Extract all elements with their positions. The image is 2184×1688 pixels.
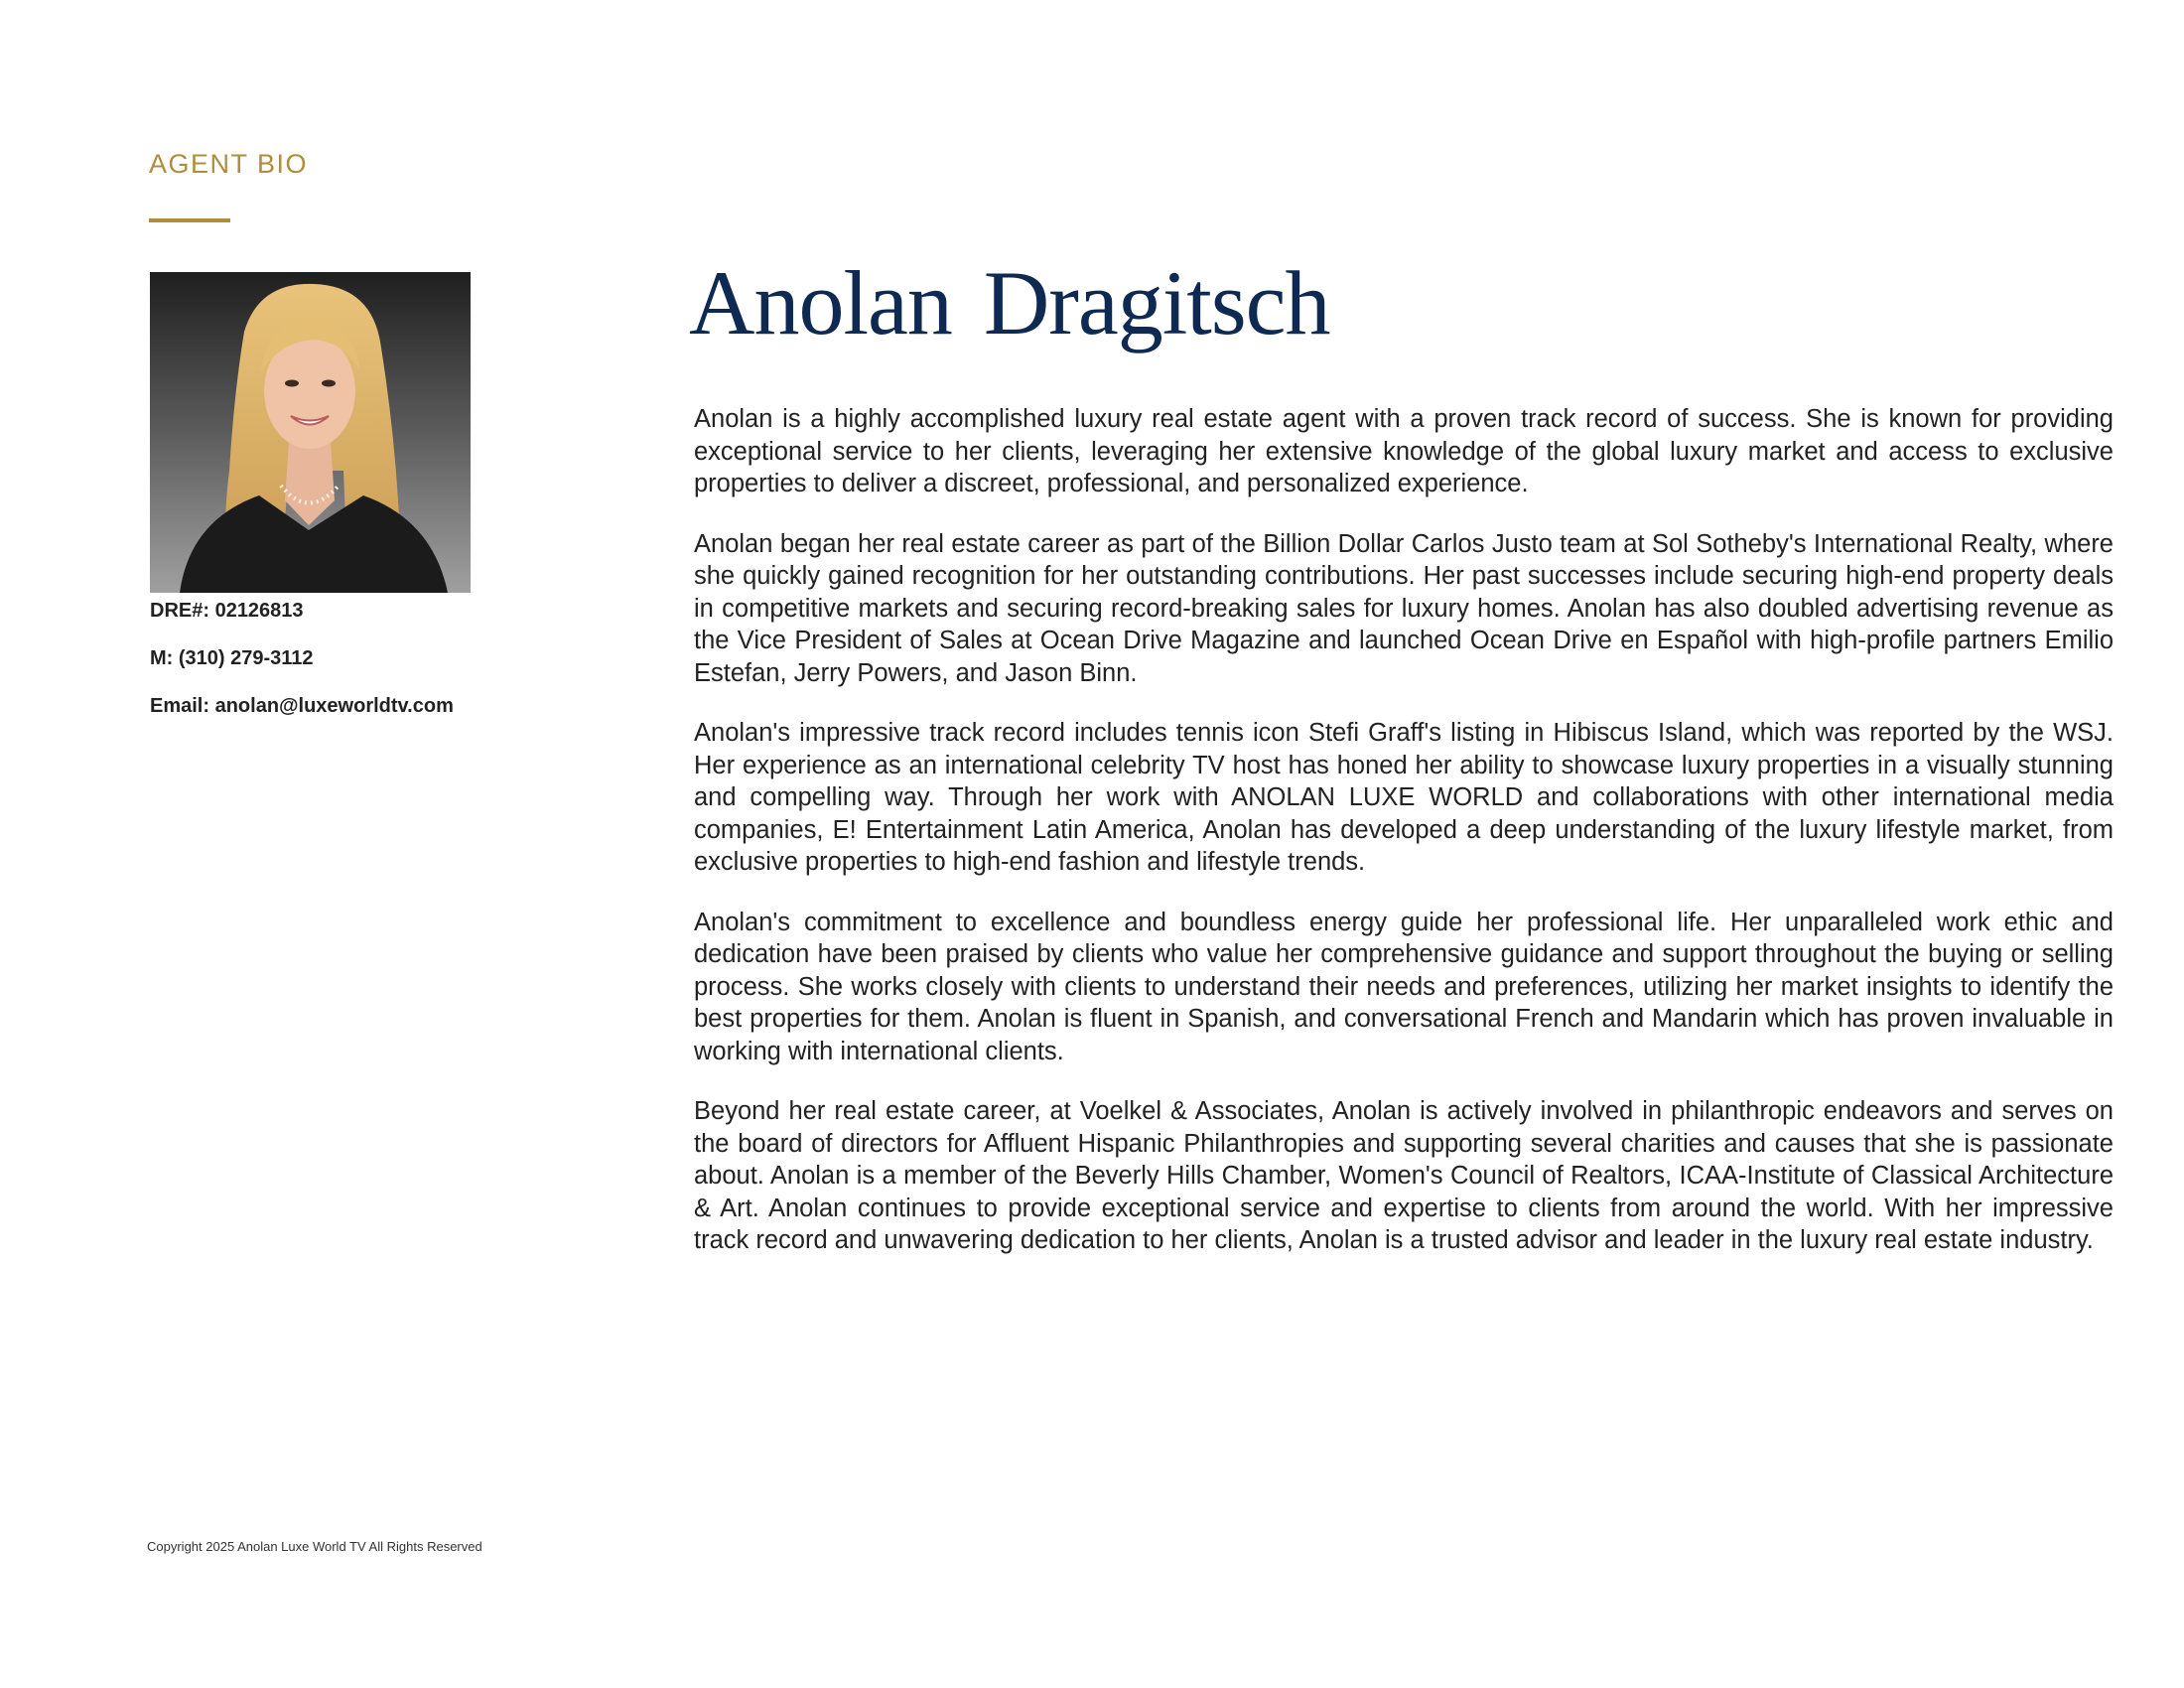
email-address[interactable]: Email: anolan@luxeworldtv.com bbox=[150, 695, 454, 717]
agent-photo bbox=[150, 272, 471, 593]
agent-name-heading: Anolan Dragitsch bbox=[689, 252, 1330, 353]
section-label: AGENT BIO bbox=[149, 149, 309, 179]
bio-paragraph: Anolan is a highly accomplished luxury real estate agent with a proven track record of success. She is known for providing exceptional service to her clients, leveraging her extensive knowledge of the global luxury market and access to exclusive properties to deliver a discreet, professional, and personalized experience. bbox=[694, 405, 2114, 497]
mobile-phone: M: (310) 279-3112 bbox=[150, 647, 314, 669]
bio-paragraph: Anolan's impressive track record includes tennis icon Stefi Graff's listing in Hibiscus Island, which was reported by the WSJ. Her experience as an international celebrity TV host has honed her ability to showcase luxury properties in a visually stunning and compelling way. Through her work with ANOLAN LUXE WORLD and collaborations with other international media companies, E! Entertainment Latin America, Anolan has developed a deep understanding of the luxury lifestyle market, from exclusive properties to high-end fashion and lifestyle trends. bbox=[694, 719, 2114, 876]
bio-paragraph: Beyond her real estate career, at Voelkel & Associates, Anolan is actively involved in philanthropic endeavors and serves on the board of directors for Affluent Hispanic Philanthropies and supporting several charities and causes that she is passionate about. Anolan is a member of the Beverly Hills Chamber, Women's Council of Realtors, ICAA-Institute of Classical Architecture & Art. Anolan continues to provide exceptional service and expertise to clients from around the world. With her impressive track record and unwavering dedication to her clients, Anolan is a trusted advisor and leader in the luxury real estate industry. bbox=[694, 1097, 2114, 1254]
dre-number: DRE#: 02126813 bbox=[150, 600, 304, 622]
copyright-notice: Copyright 2025 Anolan Luxe World TV All Rights Reserved bbox=[147, 1539, 482, 1554]
gold-divider bbox=[149, 218, 230, 222]
bio-paragraph: Anolan's commitment to excellence and boundless energy guide her professional life. Her unparalleled work ethic and dedication have been praised by clients who value her comprehensive guidance and support throughout the buying or selling process. She works closely with clients to understand their needs and preferences, utilizing her market insights to identify the best properties for them. Anolan is fluent in Spanish, and conversational French and Mandarin which has proven invaluable in working with international clients. bbox=[694, 908, 2114, 1065]
bio-paragraph: Anolan began her real estate career as part of the Billion Dollar Carlos Justo team at Sol Sotheby's International Realty, where she quickly gained recognition for her outstanding contributions. Her past successes include securing high-end property deals in competitive markets and securing record-breaking sales for luxury homes. Anolan has also doubled advertising revenue as the Vice President of Sales at Ocean Drive Magazine and launched Ocean Drive en Español with high-profile partners Emilio Estefan, Jerry Powers, and Jason Binn. bbox=[694, 529, 2114, 687]
bio-body bbox=[694, 403, 2114, 1285]
